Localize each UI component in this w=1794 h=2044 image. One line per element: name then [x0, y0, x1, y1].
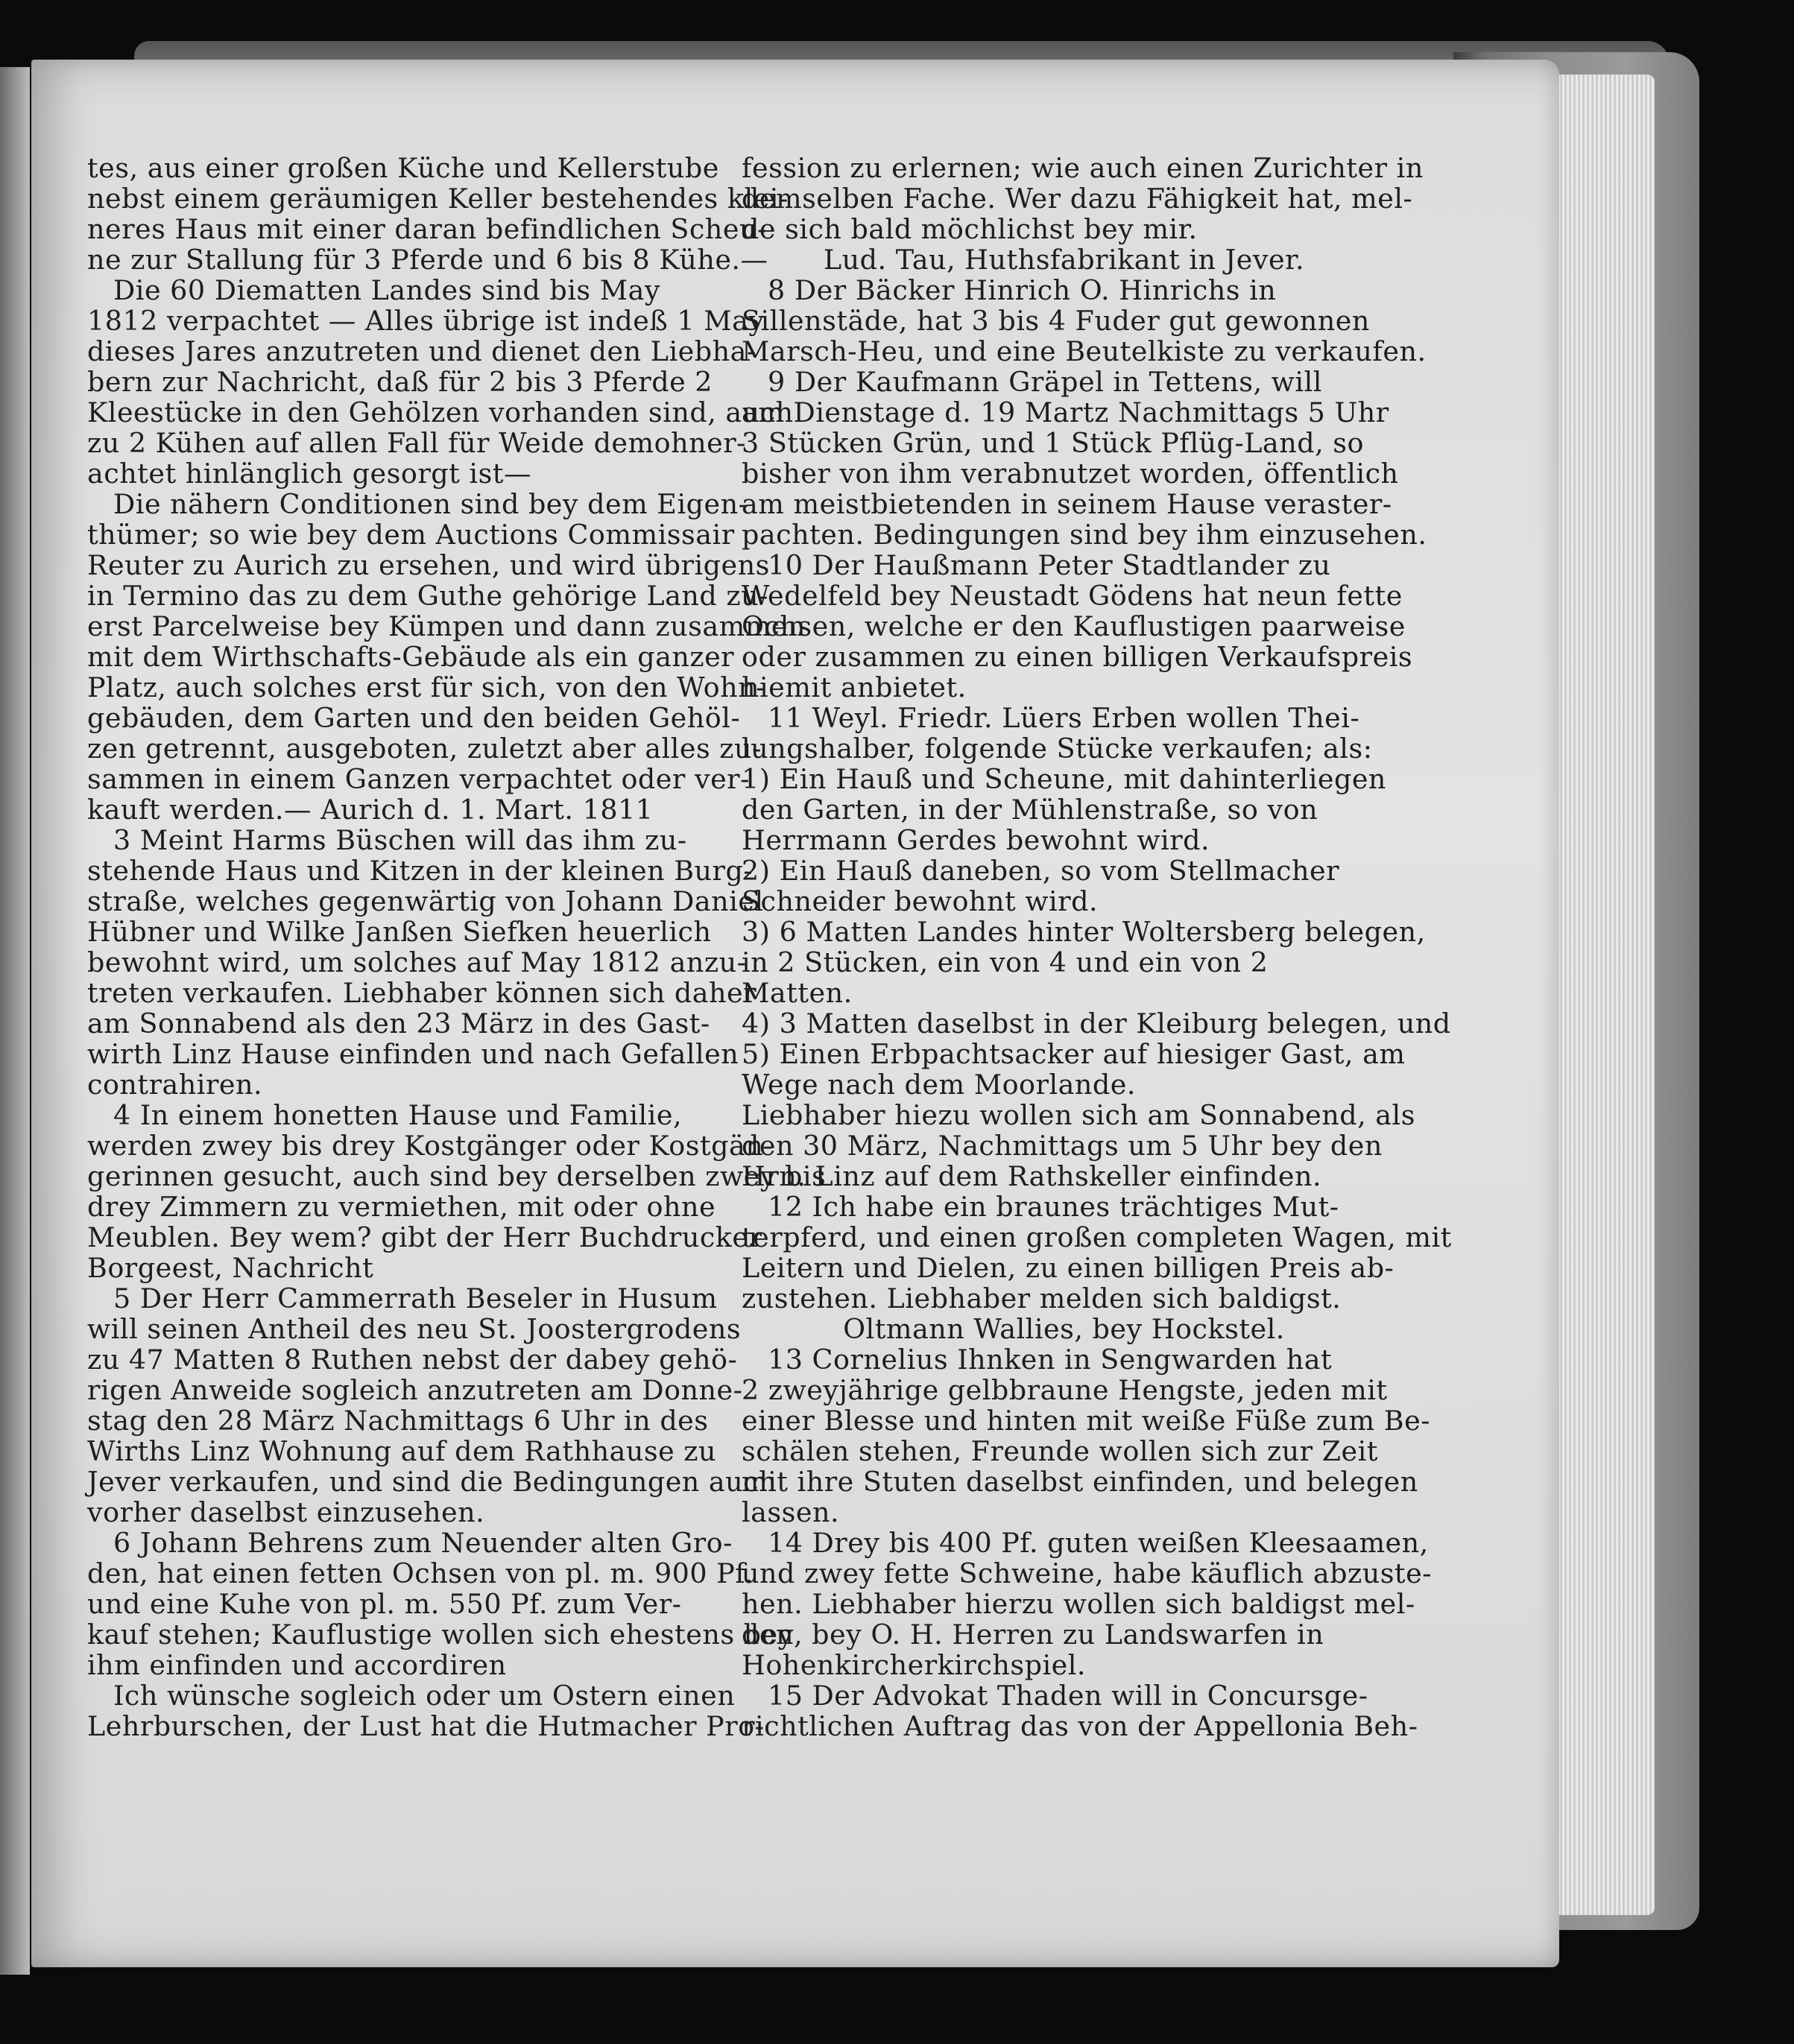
text-line: demselben Fache. Wer dazu Fähigkeit hat, mel-	[742, 183, 1413, 215]
text-line: gebäuden, dem Garten und den beiden Gehöl-	[87, 702, 741, 734]
text-line: Wege nach dem Moorlande.	[742, 1069, 1136, 1101]
text-line: 6 Johann Behrens zum Neuender alten Gro-	[113, 1527, 733, 1559]
text-line: richtlichen Auftrag das von der Appellonia Beh-	[742, 1710, 1418, 1742]
text-line: 13 Cornelius Ihnken in Sengwarden hat	[768, 1344, 1333, 1376]
text-line: Platz, auch solches erst für sich, von den Wohn-	[87, 671, 765, 703]
text-line: 10 Der Haußmann Peter Stadtlander zu	[768, 549, 1331, 581]
text-line: 1) Ein Hauß und Scheune, mit dahinterliegen	[742, 763, 1386, 795]
text-line: bewohnt wird, um solches auf May 1812 anzu-	[87, 946, 747, 978]
text-line: treten verkaufen. Liebhaber können sich daher	[87, 977, 757, 1009]
text-line: fession zu erlernen; wie auch einen Zurichter in	[742, 152, 1424, 184]
text-line: Hrn. Linz auf dem Rathskeller einfinden.	[742, 1160, 1322, 1192]
text-line: 8 Der Bäcker Hinrich O. Hinrichs in	[768, 274, 1277, 306]
text-line: neres Haus mit einer daran befindlichen Scheu-	[87, 213, 767, 245]
facing-page-edge	[0, 67, 30, 1975]
text-line: Wirths Linz Wohnung auf dem Rathhause zu	[87, 1435, 717, 1467]
text-line: 3 Meint Harms Büschen will das ihm zu-	[113, 824, 687, 856]
text-line: Jever verkaufen, und sind die Bedingungen auch	[87, 1466, 777, 1498]
text-line: Wedelfeld bey Neustadt Gödens hat neun fette	[742, 580, 1403, 612]
text-line: einer Blesse und hinten mit weiße Füße zum Be-	[742, 1405, 1431, 1437]
text-line: lassen.	[742, 1496, 840, 1528]
text-line: werden zwey bis drey Kostgänger oder Kostgän-	[87, 1130, 774, 1162]
text-line: lungshalber, folgende Stücke verkaufen; als:	[742, 733, 1373, 765]
text-line: in 2 Stücken, ein von 4 und ein von 2	[742, 946, 1269, 978]
text-line: den, bey O. H. Herren zu Landswarfen in	[742, 1619, 1324, 1651]
text-line: Schneider bewohnt wird.	[742, 885, 1099, 917]
text-line: Meublen. Bey wem? gibt der Herr Buchdrucker	[87, 1221, 762, 1253]
text-line: den 30 März, Nachmittags um 5 Uhr bey den	[742, 1130, 1383, 1162]
text-line: bisher von ihm verabnutzet worden, öffentlich	[742, 458, 1399, 490]
text-line: wirth Linz Hause einfinden und nach Gefallen	[87, 1038, 739, 1070]
text-line: 4) 3 Matten daselbst in der Kleiburg belegen, und	[742, 1007, 1451, 1040]
text-line: Herrmann Gerdes bewohnt wird.	[742, 824, 1210, 856]
text-line: Hohenkircherkirchspiel.	[742, 1649, 1086, 1681]
text-line: will seinen Antheil des neu St. Joostergrodens	[87, 1313, 742, 1345]
text-line: Lehrburschen, der Lust hat die Hutmacher Pro-	[87, 1710, 765, 1742]
text-line: Leitern und Dielen, zu einen billigen Preis ab-	[742, 1252, 1395, 1284]
text-line: zustehen. Liebhaber melden sich baldigst.	[742, 1282, 1342, 1314]
text-line: terpferd, und einen großen completen Wagen, mit	[742, 1221, 1452, 1253]
text-line: straße, welches gegenwärtig von Johann Daniel	[87, 885, 764, 917]
text-line: hiemit anbietet.	[742, 671, 967, 703]
text-line: 11 Weyl. Friedr. Lüers Erben wollen Thei-	[768, 702, 1360, 734]
text-line: 15 Der Advokat Thaden will in Concursge-	[768, 1680, 1368, 1712]
text-line: thümer; so wie bey dem Auctions Commissair	[87, 519, 735, 551]
text-line: hen. Liebhaber hierzu wollen sich baldigst mel-	[742, 1588, 1415, 1620]
text-line: zu 2 Kühen auf allen Fall für Weide demohner-	[87, 427, 747, 459]
text-line: Ochsen, welche er den Kauflustigen paarweise	[742, 610, 1406, 642]
text-line: Borgeest, Nachricht	[87, 1252, 374, 1284]
text-line: erst Parcelweise bey Kümpen und dann zusammen	[87, 610, 806, 642]
text-line: Matten.	[742, 977, 853, 1009]
text-line: Lud. Tau, Huthsfabrikant in Jever.	[823, 244, 1305, 276]
text-line: oder zusammen zu einen billigen Verkaufspreis	[742, 641, 1413, 673]
text-line: kauft werden.— Aurich d. 1. Mart. 1811	[87, 794, 654, 826]
text-line: 1812 verpachtet — Alles übrige ist indeß 1 May	[87, 305, 765, 337]
text-line: tes, aus einer großen Küche und Kellerstube	[87, 152, 719, 184]
text-line: 3 Stücken Grün, und 1 Stück Pflüg-Land, so	[742, 427, 1364, 459]
text-line: nebst einem geräumigen Keller bestehendes klei-	[87, 183, 789, 215]
text-line: sammen in einem Ganzen verpachtet oder ver-	[87, 763, 750, 795]
text-line: 9 Der Kaufmann Gräpel in Tettens, will	[768, 366, 1322, 398]
text-line: ne zur Stallung für 3 Pferde und 6 bis 8 Kühe.—	[87, 244, 768, 276]
text-line: gerinnen gesucht, auch sind bey derselben zwey bis	[87, 1160, 827, 1192]
text-line: Oltmann Wallies, bey Hockstel.	[843, 1313, 1285, 1345]
text-line: 4 In einem honetten Hause und Familie,	[113, 1099, 683, 1131]
text-line: ihm einfinden und accordiren	[87, 1649, 507, 1681]
text-line: kauf stehen; Kauflustige wollen sich ehestens bey	[87, 1619, 794, 1651]
text-line: bern zur Nachricht, daß für 2 bis 3 Pferde 2	[87, 366, 713, 398]
text-line: rigen Anweide sogleich anzutreten am Donne-	[87, 1374, 743, 1406]
text-line: stehende Haus und Kitzen in der kleinen Burg-	[87, 855, 754, 887]
text-line: Ich wünsche sogleich oder um Ostern einen	[113, 1680, 736, 1712]
book-page	[31, 60, 1559, 1967]
text-line: vorher daselbst einzusehen.	[87, 1496, 485, 1528]
text-line: 2) Ein Hauß daneben, so vom Stellmacher	[742, 855, 1340, 887]
text-line: Kleestücke in den Gehölzen vorhanden sind, auch	[87, 396, 794, 428]
text-line: den Garten, in der Mühlenstraße, so von	[742, 794, 1318, 826]
text-line: mit dem Wirthschafts-Gebäude als ein ganzer	[87, 641, 735, 673]
text-line: 3) 6 Matten Landes hinter Woltersberg belegen,	[742, 916, 1426, 948]
text-line: am meistbietenden in seinem Hause veraster-	[742, 488, 1392, 520]
text-line: achtet hinlänglich gesorgt ist—	[87, 458, 531, 490]
text-line: Liebhaber hiezu wollen sich am Sonnabend, als	[742, 1099, 1415, 1131]
text-line: Die 60 Diematten Landes sind bis May	[113, 274, 660, 306]
text-line: contrahiren.	[87, 1069, 263, 1101]
text-line: und eine Kuhe von pl. m. 550 Pf. zum Ver-	[87, 1588, 682, 1620]
text-line: 5 Der Herr Cammerrath Beseler in Husum	[113, 1282, 718, 1314]
right-text-column	[742, 152, 1452, 1742]
text-line: Reuter zu Aurich zu ersehen, und wird übrigens	[87, 549, 770, 581]
text-line: 2 zweyjährige gelbbraune Hengste, jeden mit	[742, 1374, 1388, 1406]
text-line: in Termino das zu dem Guthe gehörige Land zu-	[87, 580, 768, 612]
text-line: am Sonnabend als den 23 März in des Gast-	[87, 1007, 710, 1040]
text-line: am Dienstage d. 19 Martz Nachmittags 5 Uhr	[742, 396, 1389, 428]
text-line: 12 Ich habe ein braunes trächtiges Mut-	[768, 1191, 1339, 1223]
text-line: Die nähern Conditionen sind bey dem Eigen-	[113, 488, 748, 520]
text-line: den, hat einen fetten Ochsen von pl. m. 900 Pf.	[87, 1557, 754, 1589]
text-line: mit ihre Stuten daselbst einfinden, und belegen	[742, 1466, 1418, 1498]
text-line: zen getrennt, ausgeboten, zuletzt aber alles zu-	[87, 733, 762, 765]
text-line: stag den 28 März Nachmittags 6 Uhr in des	[87, 1405, 709, 1437]
text-line: de sich bald möchlichst bey mir.	[742, 213, 1198, 245]
text-line: 14 Drey bis 400 Pf. guten weißen Kleesaamen,	[768, 1527, 1429, 1559]
text-line: pachten. Bedingungen sind bey ihm einzusehen.	[742, 519, 1427, 551]
text-line: zu 47 Matten 8 Ruthen nebst der dabey gehö-	[87, 1344, 738, 1376]
text-line: dieses Jares anzutreten und dienet den Liebha-	[87, 335, 757, 367]
text-line: Sillenstäde, hat 3 bis 4 Fuder gut gewonnen	[742, 305, 1370, 337]
text-line: und zwey fette Schweine, habe käuflich abzuste-	[742, 1557, 1433, 1589]
text-line: 5) Einen Erbpachtsacker auf hiesiger Gast, am	[742, 1038, 1406, 1070]
text-line: drey Zimmern zu vermiethen, mit oder ohne	[87, 1191, 716, 1223]
text-line: Hübner und Wilke Janßen Siefken heuerlich	[87, 916, 712, 948]
text-line: Marsch-Heu, und eine Beutelkiste zu verkaufen.	[742, 335, 1427, 367]
text-line: schälen stehen, Freunde wollen sich zur Zeit	[742, 1435, 1378, 1467]
